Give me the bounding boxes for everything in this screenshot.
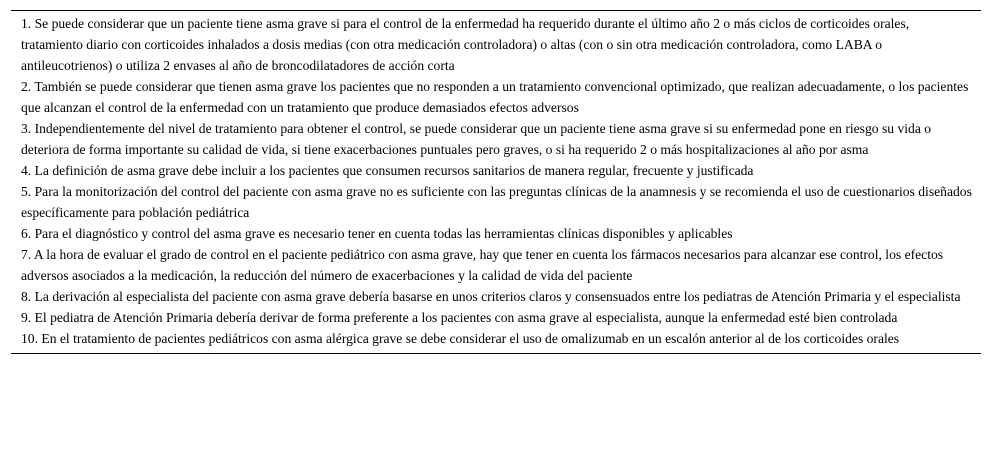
statement-7: 7. A la hora de evaluar el grado de control en el paciente pediátrico con asma grave, hay que tener en cuenta los fármacos necesarios para alcanzar ese control, los efectos adversos asociados a la medicación, la reducción del número de exacerbaciones y la calidad de vida del paciente [21,247,944,283]
statement-8: 8. La derivación al especialista del paciente con asma grave debería basarse en unos criterios claros y consensuados entre los pediatras de Atención Primaria y el especialista [21,289,961,304]
statement-5: 5. Para la monitorización del control del paciente con asma grave no es suficiente con las preguntas clínicas de la anamnesis y se recomienda el uso de cuestionarios diseñados específicamente para población pediátrica [21,184,972,220]
statement-1: 1. Se puede considerar que un paciente tiene asma grave si para el control de la enfermedad ha requerido durante el último año 2 o más ciclos de corticoides orales, tratamiento diario con corticoides inhalados a dosis medias (con otra medicación controladora) o altas (con o sin otra medicación controladora, como LABA o antileucotrienos) o utiliza 2 envases al año de broncodilatadores de acción corta [21,16,910,73]
statement-2: 2. También se puede considerar que tienen asma grave los pacientes que no responden a un tratamiento convencional optimizado, que realizan adecuadamente, o los pacientes que alcanzan el control de la enfermedad con un tratamiento que produce demasiados efectos adversos [21,79,969,115]
statement-9: 9. El pediatra de Atención Primaria debería derivar de forma preferente a los pacientes con asma grave al especialista, aunque la enfermedad esté bien controlada [21,310,898,325]
statements-table [11,10,981,354]
statement-10: 10. En el tratamiento de pacientes pediátricos con asma alérgica grave se debe considerar el uso de omalizumab en un escalón anterior al de los corticoides orales [21,331,900,346]
statement-6: 6. Para el diagnóstico y control del asma grave es necesario tener en cuenta todas las herramientas clínicas disponibles y aplicables [21,226,733,241]
statement-3: 3. Independientemente del nivel de tratamiento para obtener el control, se puede considerar que un paciente tiene asma grave si su enfermedad pone en riesgo su vida o deteriora de forma importante su calidad de vida, si tiene exacerbaciones puntuales pero graves, o si ha requerido 2 o más hospitalizaciones al año por asma [21,121,932,157]
statement-4: 4. La definición de asma grave debe incluir a los pacientes que consumen recursos sanitarios de manera regular, frecuente y justificada [21,163,754,178]
